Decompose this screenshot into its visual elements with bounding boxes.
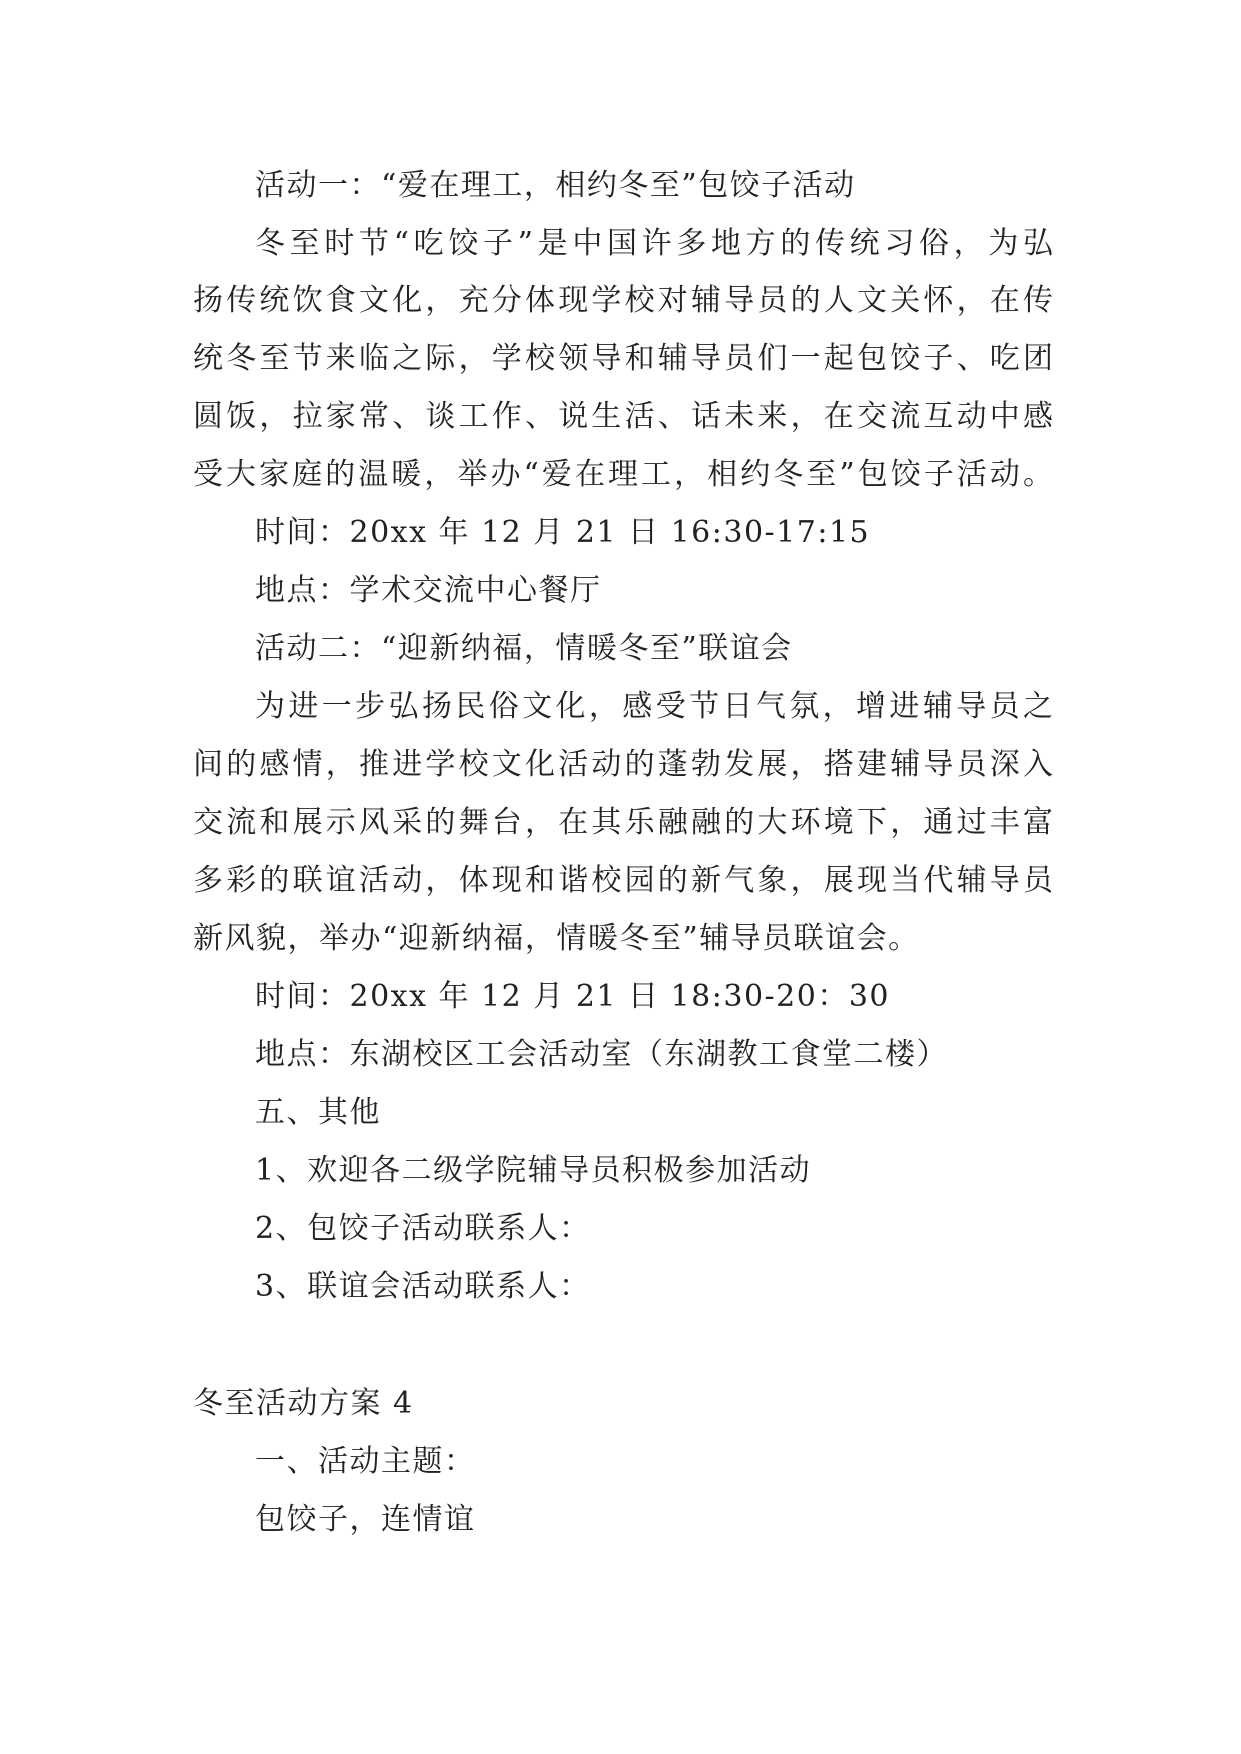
activity-one-paragraph-line: 统冬至节来临之际，学校领导和辅导员们一起包饺子、吃团 <box>193 341 1053 376</box>
theme-value: 包饺子，连情谊 <box>255 1502 476 1537</box>
other-item-2: 2、包饺子活动联系人： <box>255 1211 591 1246</box>
activity-two-place: 地点：东湖校区工会活动室（东湖教工食堂二楼） <box>255 1037 948 1072</box>
activity-two-paragraph-line: 新风貌，举办“迎新纳福，情暖冬至”辅导员联谊会。 <box>193 921 920 956</box>
plan-four-title: 冬至活动方案 4 <box>193 1386 414 1421</box>
other-item-3: 3、联谊会活动联系人： <box>255 1269 591 1304</box>
activity-two-paragraph-line: 间的感情，推进学校文化活动的蓬勃发展，搭建辅导员深入 <box>193 747 1053 782</box>
activity-one-place: 地点：学术交流中心餐厅 <box>255 573 602 608</box>
activity-one-paragraph-line: 圆饭，拉家常、谈工作、说生活、话未来，在交流互动中感 <box>193 399 1053 434</box>
activity-one-paragraph-line: 冬至时节“吃饺子”是中国许多地方的传统习俗，为弘 <box>255 226 1053 261</box>
activity-one-paragraph-line: 扬传统饮食文化，充分体现学校对辅导员的人文关怀，在传 <box>193 283 1053 318</box>
activity-two-title: 活动二：“迎新纳福，情暖冬至”联谊会 <box>255 631 793 666</box>
activity-two-paragraph-line: 为进一步弘扬民俗文化，感受节日气氛，增进辅导员之 <box>255 689 1053 724</box>
section-five-heading: 五、其他 <box>255 1095 381 1130</box>
activity-two-paragraph-line: 多彩的联谊活动，体现和谐校园的新气象，展现当代辅导员 <box>193 863 1053 898</box>
activity-two-paragraph-line: 交流和展示风采的舞台，在其乐融融的大环境下，通过丰富 <box>193 805 1053 840</box>
activity-two-time: 时间：20xx 年 12 月 21 日 18:30-20：30 <box>255 979 891 1014</box>
activity-one-title: 活动一：“爱在理工，相约冬至”包饺子活动 <box>255 168 856 203</box>
theme-heading: 一、活动主题： <box>255 1444 476 1479</box>
other-item-1: 1、欢迎各二级学院辅导员积极参加活动 <box>255 1153 812 1188</box>
activity-one-paragraph-line: 受大家庭的温暖，举办“爱在理工，相约冬至”包饺子活动。 <box>193 457 1053 492</box>
activity-one-time: 时间：20xx 年 12 月 21 日 16:30-17:15 <box>255 515 871 550</box>
